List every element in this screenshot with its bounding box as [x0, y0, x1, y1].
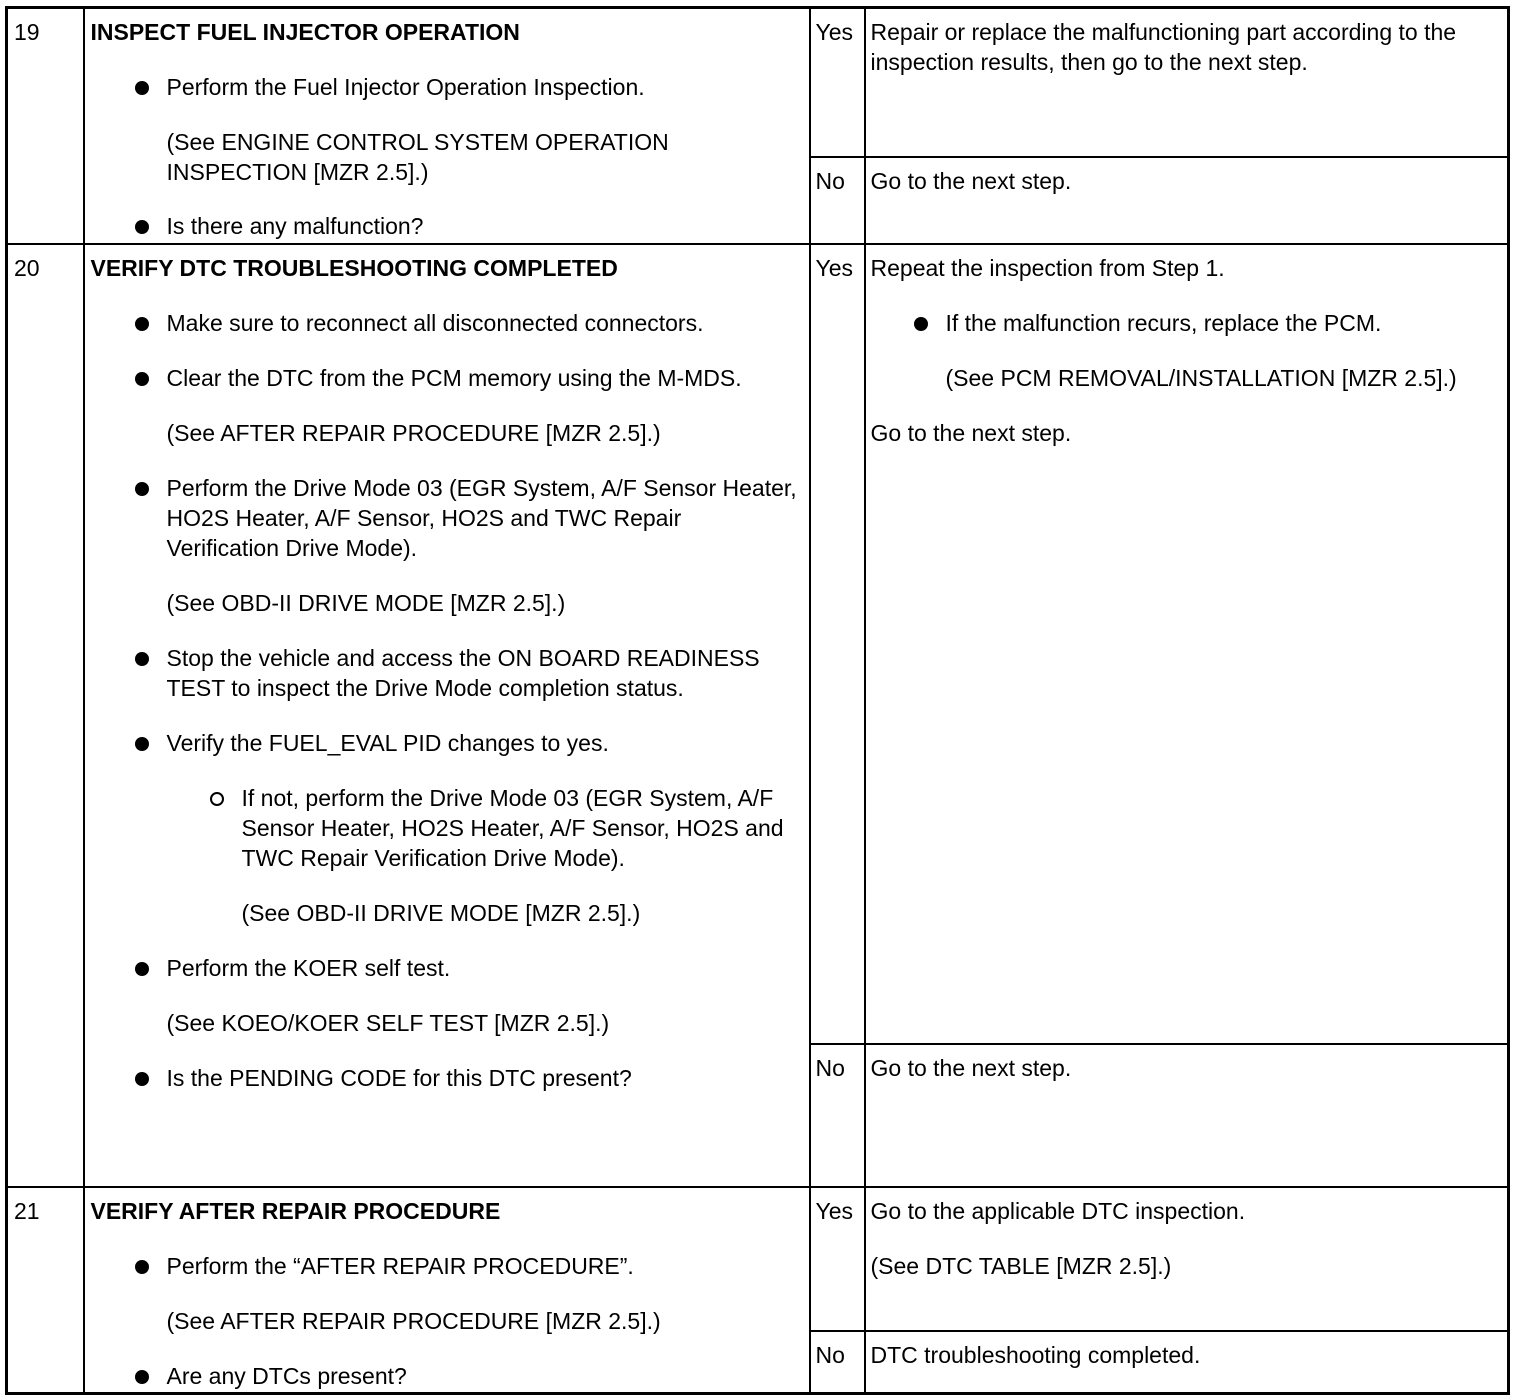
step-number: 21 [7, 1187, 84, 1394]
bullet-item: Perform the Fuel Injector Operation Inspection. [91, 72, 799, 102]
reference-link[interactable]: (See ENGINE CONTROL SYSTEM OPERATION INSPECTION [MZR 2.5].) [166, 129, 669, 185]
reference-link[interactable]: (See PCM REMOVAL/INSTALLATION [MZR 2.5].) [945, 364, 1457, 391]
action-text: Go to the next step. [870, 419, 1072, 446]
inspection-cell [84, 1187, 810, 1394]
step-19-yes-row [7, 8, 1509, 157]
result-no: No [810, 157, 865, 244]
reference-link[interactable]: (See OBD-II DRIVE MODE [MZR 2.5].) [166, 589, 566, 616]
step-title: INSPECT FUEL INJECTOR OPERATION [90, 19, 520, 45]
action-yes [865, 1187, 1509, 1331]
sub-bullet-item: If not, perform the Drive Mode 03 (EGR System, A/F Sensor Heater, HO2S Heater, A/F Sensor, HO2S and TWC Repair Verification Drive Mode). [91, 783, 799, 873]
action-no: DTC troubleshooting completed. [865, 1331, 1509, 1394]
reference-link[interactable]: (See DTC TABLE [MZR 2.5].) [870, 1252, 1172, 1279]
bullet-item: Is the PENDING CODE for this DTC present? [91, 1063, 799, 1093]
reference-link[interactable]: (See OBD-II DRIVE MODE [MZR 2.5].) [241, 899, 641, 926]
reference-link[interactable]: (See KOEO/KOER SELF TEST [MZR 2.5].) [166, 1009, 610, 1036]
troubleshooting-table [5, 6, 1510, 1395]
reference-link[interactable]: (See AFTER REPAIR PROCEDURE [MZR 2.5].) [166, 1307, 661, 1334]
bullet-item: Is there any malfunction? [91, 211, 799, 241]
bullet-item: Perform the Drive Mode 03 (EGR System, A/F Sensor Heater, HO2S Heater, A/F Sensor, HO2S and TWC Repair Verification Drive Mode). [91, 473, 799, 563]
step-title: VERIFY DTC TROUBLESHOOTING COMPLETED [90, 254, 618, 281]
step-number: 20 [7, 244, 84, 1187]
result-yes: Yes [810, 1187, 865, 1331]
reference-link[interactable]: (See AFTER REPAIR PROCEDURE [MZR 2.5].) [166, 419, 661, 446]
bullet-item: Stop the vehicle and access the ON BOARD READINESS TEST to inspect the Drive Mode completion status. [91, 643, 799, 703]
action-no: Go to the next step. [865, 1044, 1509, 1187]
bullet-item: If the malfunction recurs, replace the PCM. [871, 308, 1500, 338]
step-20-yes-row [7, 244, 1509, 1044]
bullet-item: Verify the FUEL_EVAL PID changes to yes. [91, 728, 799, 758]
step-21-yes-row [7, 1187, 1509, 1331]
result-no: No [810, 1331, 865, 1394]
bullet-item: Make sure to reconnect all disconnected connectors. [91, 308, 799, 338]
bullet-item: Are any DTCs present? [91, 1361, 799, 1391]
result-yes: Yes [810, 8, 865, 157]
result-no: No [810, 1044, 865, 1187]
step-number: 19 [7, 8, 84, 244]
action-yes [865, 244, 1509, 1044]
action-text: Go to the applicable DTC inspection. [870, 1197, 1246, 1224]
action-text: Repeat the inspection from Step 1. [870, 254, 1225, 281]
inspection-cell [84, 8, 810, 244]
bullet-item: Clear the DTC from the PCM memory using the M-MDS. [91, 363, 799, 393]
action-no: Go to the next step. [865, 157, 1509, 244]
result-yes: Yes [810, 244, 865, 1044]
bullet-item: Perform the KOER self test. [91, 953, 799, 983]
inspection-cell [84, 244, 810, 1187]
action-yes: Repair or replace the malfunctioning part according to the inspection results, then go to the next step. [865, 8, 1509, 157]
bullet-item: Perform the “AFTER REPAIR PROCEDURE”. [91, 1251, 799, 1281]
step-title: VERIFY AFTER REPAIR PROCEDURE [90, 1197, 501, 1224]
